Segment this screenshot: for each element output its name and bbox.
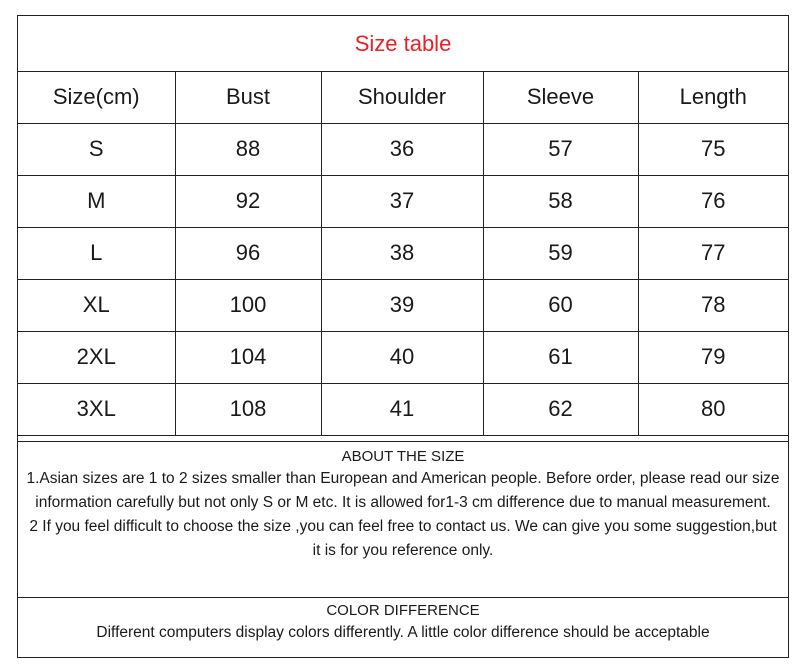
cell-length: 78	[638, 279, 788, 331]
size-table-title: Size table	[354, 30, 452, 56]
about-size-note-1: 1.Asian sizes are 1 to 2 sizes smaller than European and American people. Before order, please read our size information carefully but not only S or M etc. It is allowed for1-3 cm difference due to manual measurement.	[26, 470, 780, 511]
about-size-section	[18, 441, 788, 598]
table-row	[18, 175, 788, 227]
table-row	[18, 383, 788, 435]
cell-shoulder: 41	[321, 383, 483, 435]
header-size: Size(cm)	[18, 71, 175, 123]
color-difference-section	[18, 598, 788, 645]
cell-sleeve: 57	[483, 123, 638, 175]
cell-length: 79	[638, 331, 788, 383]
color-difference-note: Different computers display colors differently. A little color difference should be acceptable	[96, 624, 710, 641]
cell-bust: 104	[175, 331, 321, 383]
cell-shoulder: 36	[321, 123, 483, 175]
cell-length: 80	[638, 383, 788, 435]
cell-size: 3XL	[18, 383, 175, 435]
size-table	[18, 71, 788, 436]
cell-bust: 100	[175, 279, 321, 331]
size-chart-frame	[17, 15, 789, 658]
cell-sleeve: 59	[483, 227, 638, 279]
table-row	[18, 227, 788, 279]
table-row	[18, 123, 788, 175]
cell-length: 75	[638, 123, 788, 175]
header-length: Length	[638, 71, 788, 123]
cell-size: XL	[18, 279, 175, 331]
cell-size: L	[18, 227, 175, 279]
cell-sleeve: 61	[483, 331, 638, 383]
cell-bust: 92	[175, 175, 321, 227]
cell-size: S	[18, 123, 175, 175]
title-row	[18, 16, 788, 72]
cell-shoulder: 37	[321, 175, 483, 227]
cell-shoulder: 39	[321, 279, 483, 331]
cell-sleeve: 62	[483, 383, 638, 435]
header-bust: Bust	[175, 71, 321, 123]
table-row	[18, 279, 788, 331]
header-row	[18, 71, 788, 123]
cell-sleeve: 60	[483, 279, 638, 331]
cell-bust: 108	[175, 383, 321, 435]
header-sleeve: Sleeve	[483, 71, 638, 123]
cell-shoulder: 38	[321, 227, 483, 279]
cell-bust: 88	[175, 123, 321, 175]
table-row	[18, 331, 788, 383]
cell-sleeve: 58	[483, 175, 638, 227]
about-size-note-2: 2 If you feel difficult to choose the size ,you can feel free to contact us. We can give you some suggestion,but it is for you reference only.	[29, 518, 777, 559]
cell-length: 77	[638, 227, 788, 279]
color-difference-heading: COLOR DIFFERENCE	[326, 602, 480, 619]
cell-size: 2XL	[18, 331, 175, 383]
header-shoulder: Shoulder	[321, 71, 483, 123]
cell-shoulder: 40	[321, 331, 483, 383]
about-size-heading: ABOUT THE SIZE	[341, 448, 465, 465]
cell-length: 76	[638, 175, 788, 227]
cell-bust: 96	[175, 227, 321, 279]
cell-size: M	[18, 175, 175, 227]
